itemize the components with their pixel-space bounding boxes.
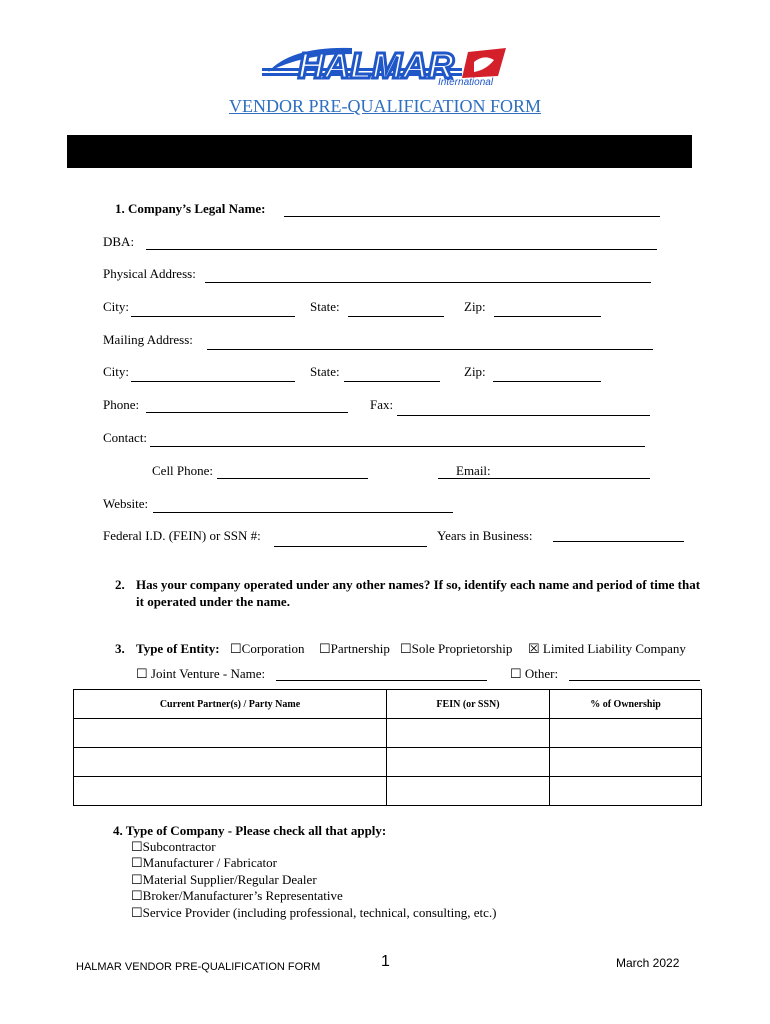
mail-state-field[interactable]	[344, 381, 440, 382]
halmar-logo	[262, 42, 514, 92]
mailing-address-field[interactable]	[207, 349, 653, 350]
company-type-subcontractor-checkbox[interactable]: ☐Subcontractor	[131, 839, 216, 854]
dba-field[interactable]	[146, 249, 657, 250]
col-header-ownership: % of Ownership	[550, 690, 702, 719]
contact-field[interactable]	[150, 446, 645, 447]
table-cell[interactable]	[387, 719, 550, 748]
footer-date: March 2022	[616, 956, 680, 970]
page-number: 1	[381, 953, 390, 970]
partners-table	[73, 689, 702, 806]
physical-address-label: Physical Address:	[103, 266, 196, 281]
mail-zip-label: Zip:	[464, 364, 486, 379]
website-field[interactable]	[153, 512, 453, 513]
mail-zip-field[interactable]	[493, 381, 601, 382]
fein-label: Federal I.D. (FEIN) or SSN #:	[103, 528, 261, 543]
logo-subtitle: International	[438, 77, 494, 88]
q4-label: 4. Type of Company - Please check all that apply:	[113, 823, 387, 838]
table-cell[interactable]	[74, 719, 387, 748]
other-entity-field[interactable]	[569, 680, 700, 681]
website-label: Website:	[103, 496, 149, 511]
contact-label: Contact:	[103, 430, 148, 445]
entity-llc-checkbox[interactable]: ☒ Limited Liability Company	[528, 641, 686, 656]
phone-field[interactable]	[146, 412, 348, 413]
company-type-supplier-checkbox[interactable]: ☐Material Supplier/Regular Dealer	[131, 872, 317, 887]
table-cell[interactable]	[387, 777, 550, 806]
table-cell[interactable]	[550, 719, 702, 748]
zip-field[interactable]	[494, 316, 601, 317]
state-field[interactable]	[348, 316, 444, 317]
table-row	[74, 719, 702, 748]
table-cell[interactable]	[387, 748, 550, 777]
q2-line1: Has your company operated under any other names? If so, identify each name and period of time that	[136, 577, 701, 592]
zip-label: Zip:	[464, 299, 486, 314]
city-field[interactable]	[131, 316, 295, 317]
email-field[interactable]	[438, 478, 650, 479]
email-label: Email:	[456, 463, 491, 478]
table-row	[74, 748, 702, 777]
physical-address-field[interactable]	[205, 282, 651, 283]
svg-text:HALMAR: HALMAR	[298, 45, 454, 86]
phone-label: Phone:	[103, 397, 140, 412]
company-type-service-provider-checkbox[interactable]: ☐Service Provider (including professional, technical, consulting, etc.)	[131, 905, 497, 920]
legal-name-field[interactable]	[284, 216, 660, 217]
years-field[interactable]	[553, 541, 684, 542]
state-label: State:	[310, 299, 340, 314]
company-type-manufacturer-checkbox[interactable]: ☐Manufacturer / Fabricator	[131, 855, 277, 870]
entity-other-checkbox[interactable]: ☐ Other:	[510, 666, 559, 681]
table-cell[interactable]	[550, 777, 702, 806]
header-banner	[67, 135, 692, 168]
entity-corporation-checkbox[interactable]: ☐Corporation	[230, 641, 305, 656]
table-header-row	[74, 690, 702, 719]
col-header-partner: Current Partner(s) / Party Name	[74, 690, 387, 719]
q2-line2: it operated under the name.	[136, 594, 290, 609]
table-row	[74, 777, 702, 806]
table-cell[interactable]	[550, 748, 702, 777]
fax-field[interactable]	[397, 415, 650, 416]
dba-label: DBA:	[103, 234, 135, 249]
fein-field[interactable]	[274, 546, 427, 547]
table-cell[interactable]	[74, 748, 387, 777]
city-label: City:	[103, 299, 130, 314]
table-cell[interactable]	[74, 777, 387, 806]
entity-sole-proprietorship-checkbox[interactable]: ☐Sole Proprietorship	[400, 641, 513, 656]
entity-jv-checkbox[interactable]: ☐ Joint Venture - Name:	[136, 666, 266, 681]
col-header-fein: FEIN (or SSN)	[387, 690, 550, 719]
entity-partnership-checkbox[interactable]: ☐Partnership	[319, 641, 390, 656]
q3-label: Type of Entity:	[136, 641, 220, 656]
q2-number: 2.	[115, 577, 125, 592]
mailing-address-label: Mailing Address:	[103, 332, 193, 347]
q1-label: 1. Company’s Legal Name:	[115, 201, 266, 216]
footer-form-title: HALMAR VENDOR PRE-QUALIFICATION FORM	[76, 961, 321, 973]
page-title: VENDOR PRE-QUALIFICATION FORM	[228, 96, 541, 116]
mail-city-field[interactable]	[131, 381, 295, 382]
fax-label: Fax:	[370, 397, 394, 412]
cell-phone-label: Cell Phone:	[152, 463, 214, 478]
mail-city-label: City:	[103, 364, 130, 379]
years-label: Years in Business:	[437, 528, 533, 543]
mail-state-label: State:	[310, 364, 340, 379]
cell-phone-field[interactable]	[217, 478, 368, 479]
jv-name-field[interactable]	[276, 680, 487, 681]
q3-number: 3.	[115, 641, 125, 656]
company-type-broker-checkbox[interactable]: ☐Broker/Manufacturer’s Representative	[131, 888, 343, 903]
